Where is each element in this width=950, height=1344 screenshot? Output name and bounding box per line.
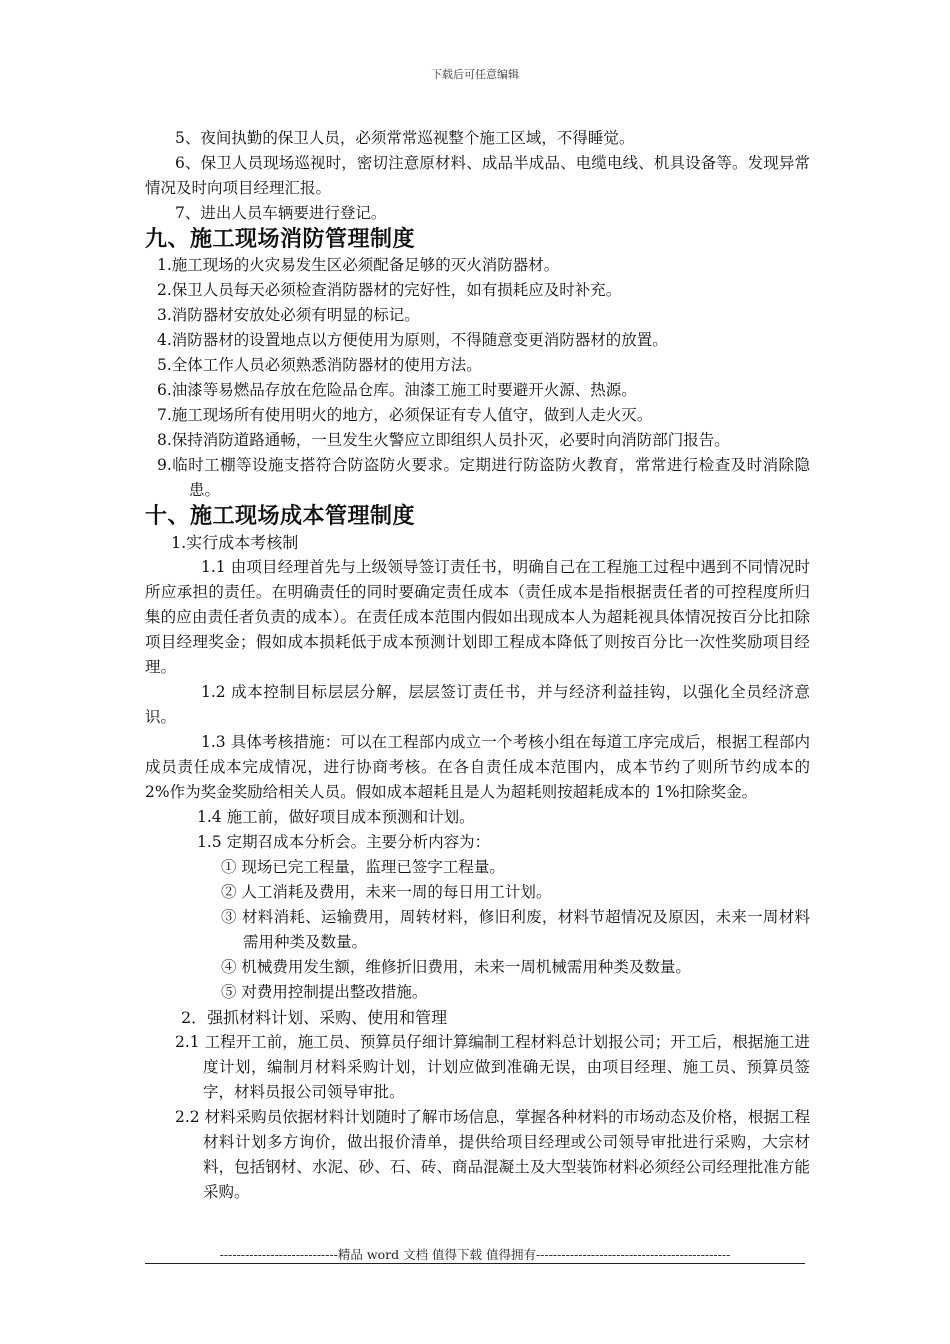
analysis-item-2: ② 人工消耗及费用，未来一周的每日用工计划。 (221, 883, 552, 901)
paragraph-item-6: 6、保卫人员现场巡视时，密切注意原材料、成品半成品、电缆电线、机具设备等。发现异常情况及时向项目经理汇报。 (145, 154, 810, 197)
fire-rule-8: 8.保持消防道路通畅，一旦发生火警应立即组织人员扑灭，必要时向消防部门报告。 (157, 431, 730, 449)
footer-divider (145, 1263, 805, 1264)
subsection-2-title: 2．强抓材料计划、采购、使用和管理 (181, 1008, 448, 1027)
fire-rule-9: 9.临时工棚等设施支搭符合防盗防火要求。定期进行防盗防火教育，常常进行检查及时消除隐患。 (157, 456, 810, 499)
fire-rule-5: 5.全体工作人员必须熟悉消防器材的使用方法。 (157, 356, 482, 374)
paragraph-item-7: 7、进出人员车辆要进行登记。 (175, 204, 387, 222)
subsection-1-title: 1.实行成本考核制 (171, 533, 299, 552)
fire-rule-4: 4.消防器材的设置地点以方便使用为原则，不得随意变更消防器材的放置。 (157, 331, 668, 349)
fire-rule-2: 2.保卫人员每天必须检查消防器材的完好性，如有损耗应及时补充。 (157, 281, 622, 299)
analysis-item-4: ④ 机械费用发生额，维修折旧费用，未来一周机械需用种类及数量。 (221, 958, 691, 976)
fire-rule-7: 7.施工现场所有使用明火的地方，必须保证有专人值守，做到人走火灭。 (157, 406, 653, 424)
section-9-heading: 九、施工现场消防管理制度 (145, 227, 416, 252)
document-body (145, 126, 810, 1205)
analysis-item-1: ① 现场已完工程量，监理已签字工程量。 (221, 858, 505, 876)
paragraph-1-5: 1.5 定期召成本分析会。主要分析内容为： (197, 833, 491, 851)
analysis-item-3: ③ 材料消耗、运输费用，周转材料，修旧利废，材料节超情况及原因，未来一周材料需用种类及数量。 (221, 908, 810, 951)
page-footer: ----------------------------精品 word 文档 值得下载 值得拥有---------------------------------------------- (219, 1247, 731, 1262)
fire-rule-6: 6.油漆等易燃品存放在危险品仓库。油漆工施工时要避开火源、热源。 (157, 381, 637, 399)
fire-rule-1: 1.施工现场的火灾易发生区必须配备足够的灭火消防器材。 (157, 256, 560, 274)
fire-rule-3: 3.消防器材安放处必须有明显的标记。 (157, 306, 420, 324)
paragraph-2-2: 2.2 材料采购员依据材料计划随时了解市场信息，掌握各种材料的市场动态及价格，根据工程材料计划多方询价，做出报价清单，提供给项目经理或公司领导审批进行采购，大宗材料，包括钢材、水泥、砂、石、砖、商品混凝土及大型装饰材料必须经公司经理批准方能采购。 (175, 1108, 810, 1201)
analysis-item-5: ⑤ 对费用控制提出整改措施。 (221, 983, 428, 1001)
paragraph-1-4: 1.4 施工前，做好项目成本预测和计划。 (197, 808, 475, 826)
paragraph-1-2: 1.2 成本控制目标层层分解，层层签订责任书，并与经济利益挂钩，以强化全员经济意识。 (145, 683, 810, 726)
paragraph-1-3: 1.3 具体考核措施：可以在工程部内成立一个考核小组在每道工序完成后，根据工程部内成员责任成本完成情况，进行协商考核。在各自责任成本范围内，成本节约了则所节约成本的 2%作为奖金奖励给相关人员。假如成本超耗且是人为超耗则按超耗成本的 1%扣除奖金。 (145, 733, 810, 801)
page-header: 下载后可任意编辑 (431, 68, 519, 81)
section-10-heading: 十、施工现场成本管理制度 (145, 504, 416, 529)
paragraph-1-1: 1.1 由项目经理首先与上级领导签订责任书，明确自己在工程施工过程中遇到不同情况时所应承担的责任。在明确责任的同时要确定责任成本（责任成本是指根据责任者的可控程度所归集的应由责任者负责的成本）。在责任成本范围内假如出现成本人为超耗视具体情况按百分比扣除项目经理奖金；假如成本损耗低于成本预测计划即工程成本降低了则按百分比一次性奖励项目经理。 (145, 558, 810, 676)
paragraph-2-1: 2.1 工程开工前，施工员、预算员仔细计算编制工程材料总计划报公司；开工后，根据施工进度计划，编制月材料采购计划，计划应做到准确无误，由项目经理、施工员、预算员签字，材料员报公司领导审批。 (175, 1033, 810, 1101)
paragraph-item-5: 5、夜间执勤的保卫人员，必须常常巡视整个施工区域，不得睡觉。 (175, 129, 635, 147)
